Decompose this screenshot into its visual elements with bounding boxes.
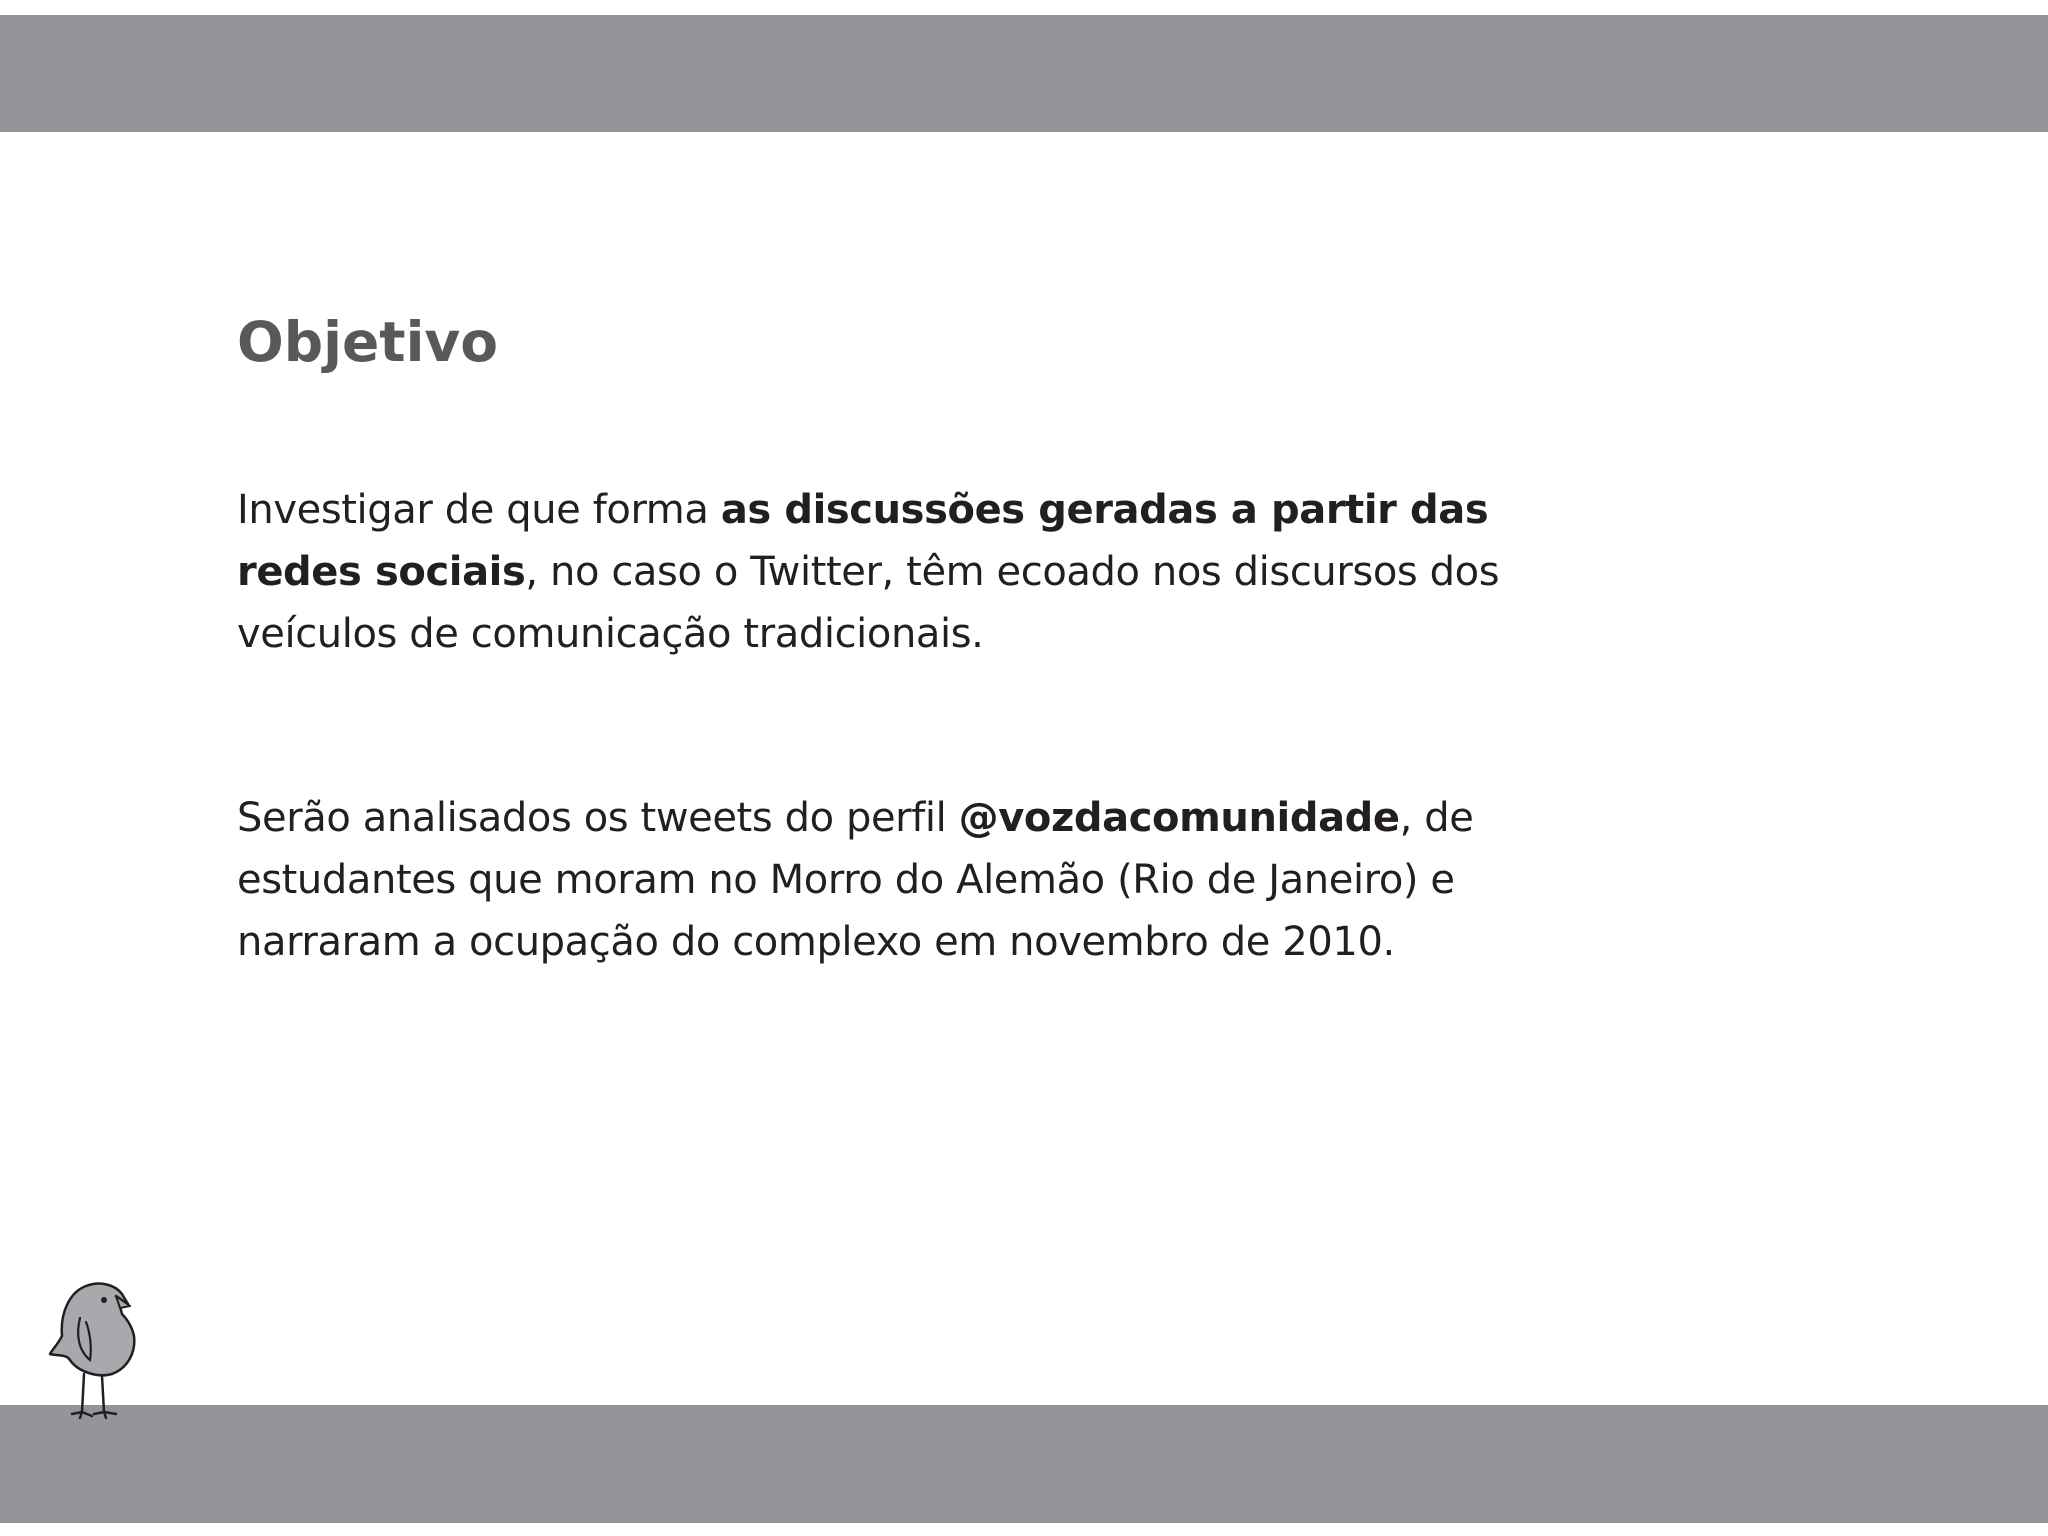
paragraph-text: , de estudantes que moram no Morro do Alemão (Rio de Janeiro) e narraram a ocupação do complexo em novembro de 2010.: [237, 795, 1474, 965]
paragraph-emphasis: as discussões geradas a partir das redes sociais: [237, 487, 1489, 595]
analysis-paragraph: [237, 787, 1597, 973]
bottom-banner-bar: [0, 1405, 2048, 1523]
paragraph-text: Investigar de que forma: [237, 487, 721, 533]
top-banner-bar: [0, 15, 2048, 132]
objective-paragraph: [237, 479, 1597, 665]
paragraph-text: , no caso o Twitter, têm ecoado nos discursos dos veículos de comunicação tradicionais.: [237, 549, 1500, 657]
twitter-handle: @vozdacomunidade: [958, 795, 1400, 841]
slide-title: Objetivo: [237, 310, 499, 374]
bird-icon: [46, 1278, 140, 1424]
paragraph-text: Serão analisados os tweets do perfil: [237, 795, 959, 841]
